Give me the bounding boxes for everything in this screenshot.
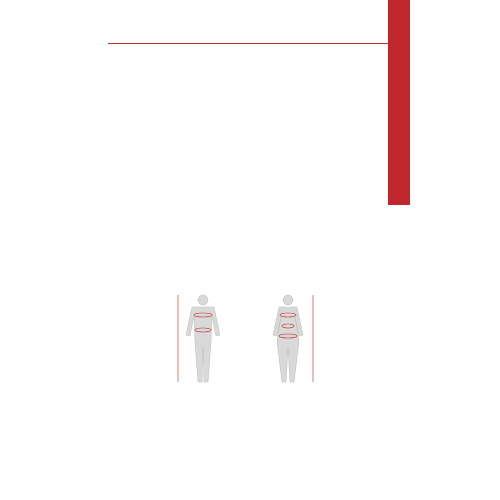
woman-silhouette [273,295,303,382]
title-tab [388,0,410,205]
bottom-column-headers [108,440,388,500]
measurement-figures [108,290,388,385]
header-divider [108,43,388,44]
man-silhouette [186,295,220,382]
women-chart [108,388,388,440]
column-headers [108,0,388,44]
body-silhouettes [108,290,388,385]
